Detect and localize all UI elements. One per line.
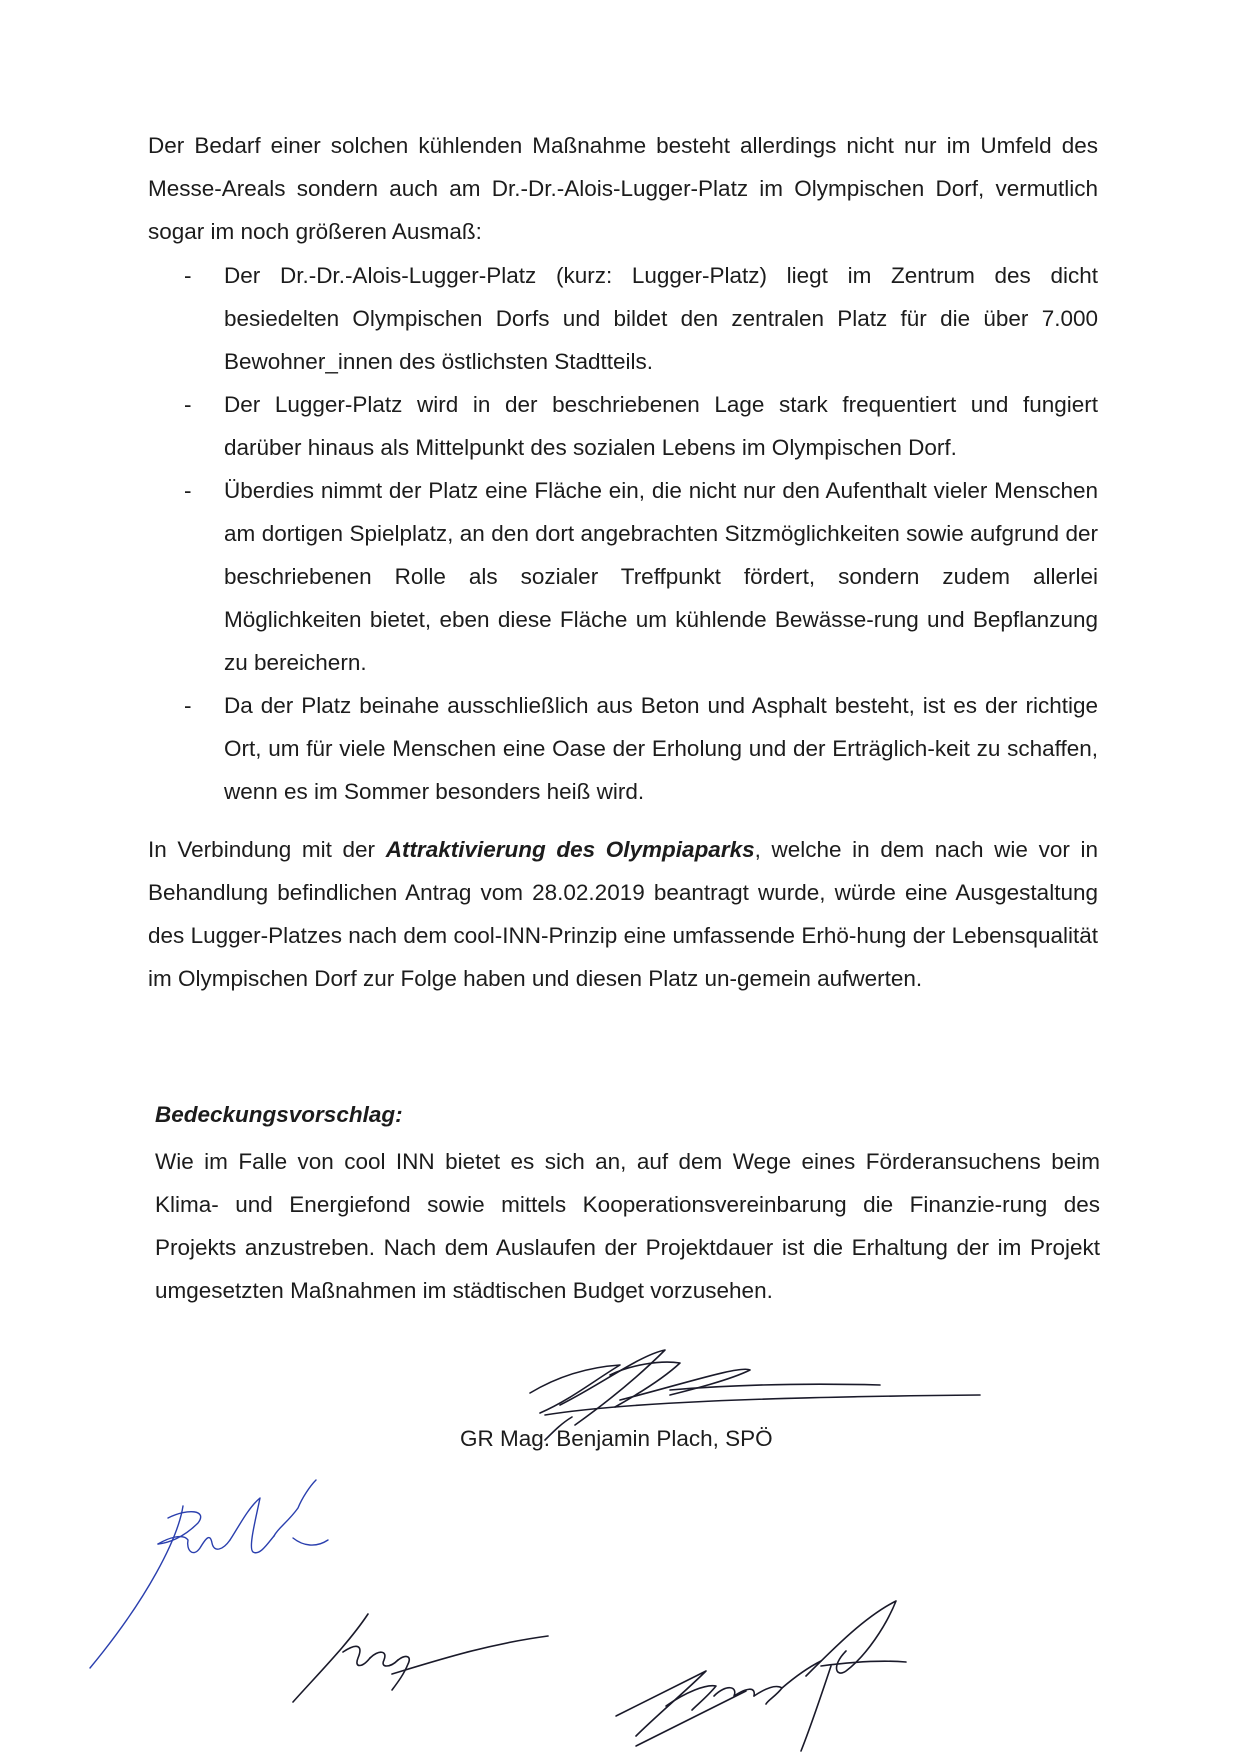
bullet-text: Der Lugger-Platz wird in der beschriebenen Lage stark frequentiert und fungiert darüber hinaus als Mittelpunkt des sozialen Lebens im Olympischen Dorf. <box>224 392 1098 460</box>
bullet-list <box>148 254 1098 813</box>
bullet-marker: - <box>184 263 192 288</box>
bullet-marker: - <box>184 693 192 718</box>
list-item <box>148 383 1098 469</box>
signature-right <box>596 1596 936 1754</box>
intro-paragraph: Der Bedarf einer solchen kühlenden Maßnahme besteht allerdings nicht nur im Umfeld des Messe-Areals sondern auch am Dr.-Dr.-Alois-Lugger-Platz im Olympischen Dorf, vermutlich sogar im noch größeren Ausmaß: <box>148 133 1098 244</box>
bullet-text: Da der Platz beinahe ausschließlich aus Beton und Asphalt besteht, ist es der richtige Ort, um für viele Menschen eine Oase der Erholung und der Erträglich-keit zu schaffen, wenn es im Sommer besonders heiß wird. <box>224 693 1098 804</box>
list-item <box>148 469 1098 684</box>
signatory-name: GR Mag. Benjamin Plach, SPÖ <box>460 1426 773 1451</box>
closing-text-end: , welche in dem nach wie vor in Behandlung befindlichen Antrag vom 28.02.2019 beantragt wurde, würde eine Ausgestaltung des Lugger-Platzes nach dem cool-INN-Prinzip eine umfassende Erhö-hung der Lebensqualität im Olympischen Dorf zur Folge haben und diesen Platz un-gemein aufwerten. <box>148 837 1098 991</box>
closing-paragraph <box>148 828 1098 1000</box>
signature-middle <box>288 1594 568 1714</box>
closing-text-start: In Verbindung mit der <box>148 837 386 862</box>
list-item <box>148 254 1098 383</box>
coverage-paragraph: Wie im Falle von cool INN bietet es sich an, auf dem Wege eines Förderansuchens beim Klima- und Energiefond sowie mittels Kooperationsvereinbarung die Finanzie-rung des Projekts anzustreben. Nach dem Auslaufen der Projektdauer ist die Erhaltung der im Projekt umgesetzten Maßnahmen im städtischen Budget vorzusehen. <box>155 1149 1100 1303</box>
bullet-marker: - <box>184 478 192 503</box>
signature-plach <box>500 1345 1000 1435</box>
list-item <box>148 684 1098 813</box>
bullet-text: Überdies nimmt der Platz eine Fläche ein, die nicht nur den Aufenthalt vieler Menschen am dortigen Spielplatz, an den dort angebrachten Sitzmöglichkeiten sowie aufgrund der beschriebenen Rolle als sozialer Treffpunkt fördert, sondern zudem allerlei Möglichkeiten bietet, eben diese Fläche um kühlende Bewässe-rung und Bepflanzung zu bereichern. <box>224 478 1098 675</box>
coverage-heading: Bedeckungsvorschlag: <box>155 1102 403 1127</box>
bullet-text: Der Dr.-Dr.-Alois-Lugger-Platz (kurz: Lugger-Platz) liegt im Zentrum des dicht besiedelten Olympischen Dorfs und bildet den zentralen Platz für die über 7.000 Bewohner_innen des östlichsten Stadtteils. <box>224 263 1098 374</box>
bullet-marker: - <box>184 392 192 417</box>
closing-emphasis: Attraktivierung des Olympiaparks <box>385 837 755 862</box>
